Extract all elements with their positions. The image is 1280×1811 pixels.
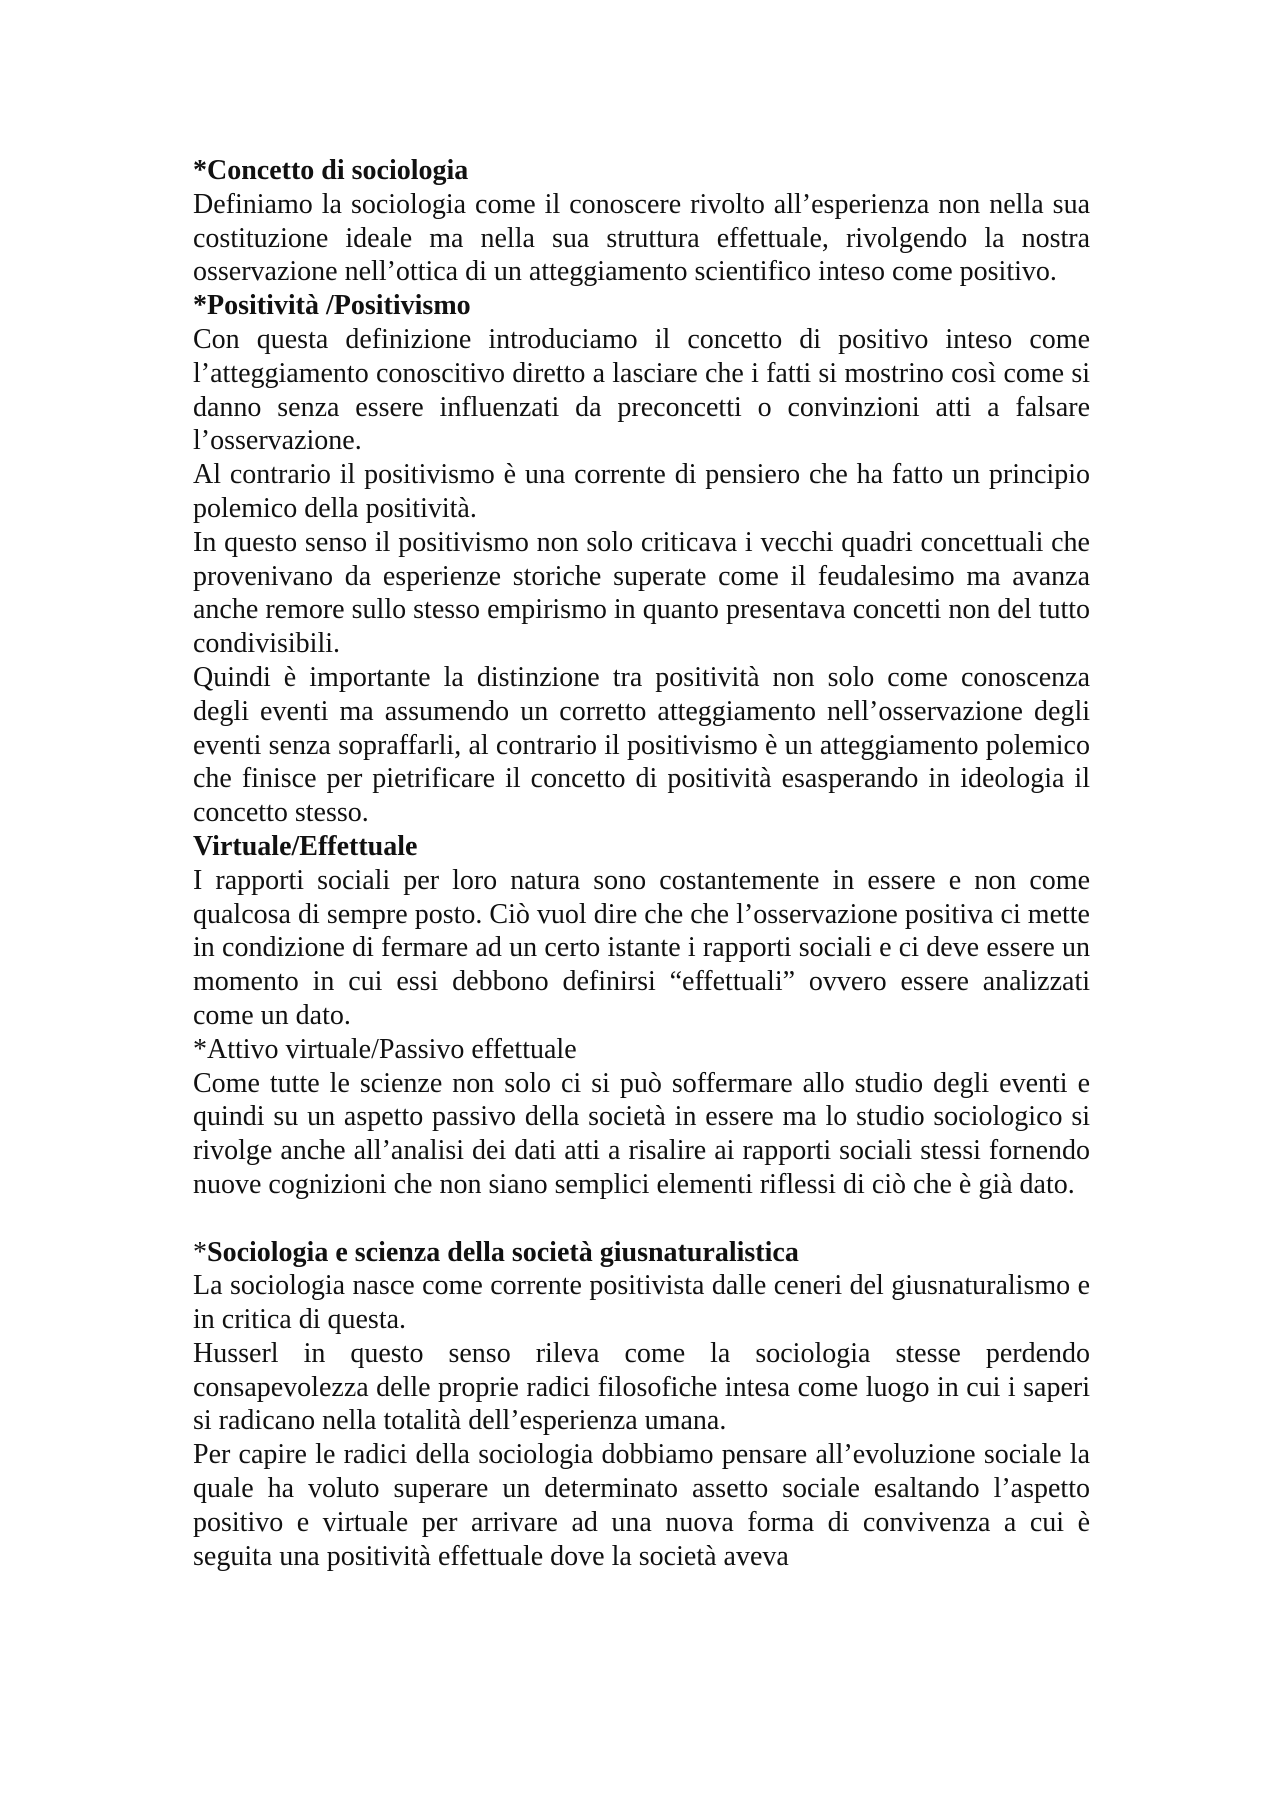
- section-heading-virtuale: Virtuale/Effettuale: [193, 830, 418, 862]
- section-heading-positivita: *Positività /Positivismo: [193, 290, 471, 322]
- paragraph: Husserl in questo senso rileva come la sociologia stesse perdendo consapevolezza delle proprie radici filosofiche intesa come luogo in cui i saperi si radicano nella totalità dell’esperienza umana.: [193, 1337, 1090, 1437]
- document-page: [193, 154, 1090, 1573]
- paragraph: Per capire le radici della sociologia dobbiamo pensare all’evoluzione sociale la quale ha voluto superare un determinato assetto sociale esaltando l’aspetto positivo e virtuale per arrivare ad una nuova forma di convivenza a cui è seguita una positività effettuale dove la società aveva: [193, 1439, 1090, 1572]
- paragraph: Al contrario il positivismo è una corrente di pensiero che ha fatto un principio polemico della positività.: [193, 459, 1090, 524]
- section-heading-concetto: *Concetto di sociologia: [193, 155, 469, 186]
- heading-star: *: [193, 1236, 207, 1268]
- paragraph: In questo senso il positivismo non solo criticava i vecchi quadri concettuali che provenivano da esperienze storiche superate come il feudalesimo ma avanza anche remore sullo stesso empirismo in quanto presentava concetti non del tutto condivisibili.: [193, 526, 1090, 660]
- paragraph: La sociologia nasce come corrente positivista dalle ceneri del giusnaturalismo e in critica di questa.: [193, 1270, 1090, 1336]
- paragraph: I rapporti sociali per loro natura sono costantemente in essere e non come qualcosa di sempre posto. Ciò vuol dire che che l’osservazione positiva ci mette in condizione di fermare ad un certo istante i rapporti sociali e ci deve essere un momento in cui essi debbono definirsi “effettuali” ovvero essere analizzati come un dato.: [193, 864, 1090, 1031]
- section-heading-sociologia: [193, 1236, 1090, 1270]
- paragraph: Definiamo la sociologia come il conoscere rivolto all’esperienza non nella sua costituzione ideale ma nella sua struttura effettuale, rivolgendo la nostra osservazione nell’ottica di un atteggiamento scientifico inteso come positivo.: [193, 188, 1090, 288]
- section-heading-attivo: *Attivo virtuale/Passivo effettuale: [193, 1033, 577, 1065]
- paragraph: Quindi è importante la distinzione tra positività non solo come conoscenza degli eventi ma assumendo un corretto atteggiamento nell’osservazione degli eventi senza sopraffarli, al contrario il positivismo è un atteggiamento polemico che finisce per pietrificare il concetto di positività esasperando in ideologia il concetto stesso.: [193, 661, 1090, 829]
- heading-text: Sociologia e scienza della società giusnaturalistica: [207, 1236, 799, 1268]
- paragraph: Con questa definizione introduciamo il concetto di positivo inteso come l’atteggiamento conoscitivo diretto a lasciare che i fatti si mostrino così come si danno senza essere influenzati da preconcetti o convinzioni atti a falsare l’osservazione.: [193, 323, 1090, 457]
- paragraph: Come tutte le scienze non solo ci si può soffermare allo studio degli eventi e quindi su un aspetto passivo della società in essere ma lo studio sociologico si rivolge anche all’analisi dei dati atti a risalire ai rapporti sociali stessi fornendo nuove cognizioni che non siano semplici elementi riflessi di ciò che è già dato.: [193, 1067, 1090, 1200]
- blank-line: [193, 1202, 1090, 1236]
